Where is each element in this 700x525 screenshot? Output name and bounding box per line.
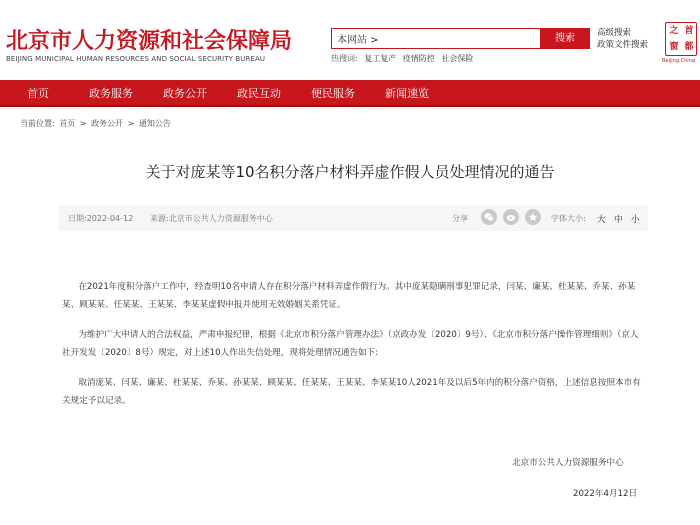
seal-char: 窗: [669, 42, 679, 52]
nav-item-convenience[interactable]: 便民服务: [311, 87, 355, 100]
font-size-label: 字体大小:: [551, 214, 586, 223]
weibo-share-icon[interactable]: [503, 209, 519, 225]
article-paragraph: 取消庞某、闫某、廉某、杜某某、乔某、孙某某、顾某某、任某某、王某某、李某某10人2021年及以后5年内的积分落户资格，上述信息按照本市有关规定予以记录。: [62, 378, 641, 406]
article-source: 来源:北京市公共人力资源服务中心: [150, 214, 273, 223]
breadcrumb: [20, 118, 173, 129]
signature-organization: 北京市公共人力资源服务中心: [512, 458, 624, 468]
nav-item-news[interactable]: 新闻速览: [385, 87, 429, 100]
breadcrumb-home[interactable]: 首页: [59, 119, 76, 128]
wechat-share-icon[interactable]: [481, 209, 497, 225]
article-paragraph: 在2021年度积分落户工作中，经查明10名申请人存在积分落户材料弄虚作假行为。其中庞某隐瞒刑事犯罪记录，闫某、廉某、杜某某、乔某、孙某某、顾某某、任某某、王某某、李某某虚假申报并使用无效婚姻关系凭证。: [62, 282, 636, 310]
site-logo-en: BEIJING MUNICIPAL HUMAN RESOURCES AND SOCIAL SECURITY BUREAU: [6, 55, 266, 63]
article-title: 关于对庞某等10名积分落户材料弄虚作假人员处理情况的通告: [145, 163, 555, 181]
seal-char: 都: [684, 42, 694, 52]
signature-date: 2022年4月12日: [573, 489, 638, 499]
article-meta-bar: [58, 205, 648, 231]
font-size-small[interactable]: 小: [631, 215, 640, 225]
hot-word-social-insurance[interactable]: 社会保险: [441, 54, 474, 63]
article-paragraph: 为维护广大申请人的合法权益，严肃申报纪律，根据《北京市积分落户管理办法》（京政办发〔2020〕9号）、《北京市积分落户操作管理细则》（京人社开发发〔2020〕8号）规定，对上述10人作出失信处理，现将处理情况通告如下:: [62, 330, 639, 358]
search-input[interactable]: 本网站 >: [331, 28, 540, 49]
nav-item-gov-services[interactable]: 政务服务: [89, 87, 133, 100]
qzone-share-icon[interactable]: [525, 209, 541, 225]
font-size-medium[interactable]: 中: [614, 215, 623, 225]
font-size-large[interactable]: 大: [597, 215, 606, 225]
seal-char: 之: [669, 26, 679, 36]
nav-item-gov-affairs[interactable]: 政务公开: [163, 87, 207, 100]
breadcrumb-gov-affairs[interactable]: 政务公开: [91, 119, 124, 128]
main-nav: [0, 80, 700, 107]
hot-word-epidemic[interactable]: 疫情防控: [402, 54, 435, 63]
hot-search-words: [331, 53, 477, 64]
hot-word-resume-work[interactable]: 复工复产: [364, 54, 397, 63]
share-label: 分享: [452, 214, 468, 223]
capital-window-seal[interactable]: [665, 22, 697, 56]
breadcrumb-notices[interactable]: 通知公告: [138, 119, 171, 128]
breadcrumb-label: 当前位置:: [20, 119, 55, 128]
article-date: 日期:2022-04-12: [68, 214, 134, 223]
seal-char: 首: [684, 26, 694, 36]
nav-item-interaction[interactable]: 政民互动: [237, 87, 281, 100]
search-links: [597, 27, 648, 51]
policy-doc-search-link[interactable]: 政策文件搜索: [597, 40, 649, 50]
hot-search-label: 热搜词:: [331, 54, 358, 63]
search-button[interactable]: 搜索: [540, 28, 590, 49]
nav-item-home[interactable]: 首页: [27, 87, 49, 100]
site-logo-cn[interactable]: 北京市人力资源和社会保障局: [6, 29, 293, 54]
advanced-search-link[interactable]: 高级搜索: [597, 28, 632, 38]
site-header: [0, 0, 700, 80]
seal-caption: Beijing.China: [662, 58, 695, 64]
breadcrumb-separator: >: [127, 119, 135, 128]
breadcrumb-separator: >: [79, 119, 87, 128]
